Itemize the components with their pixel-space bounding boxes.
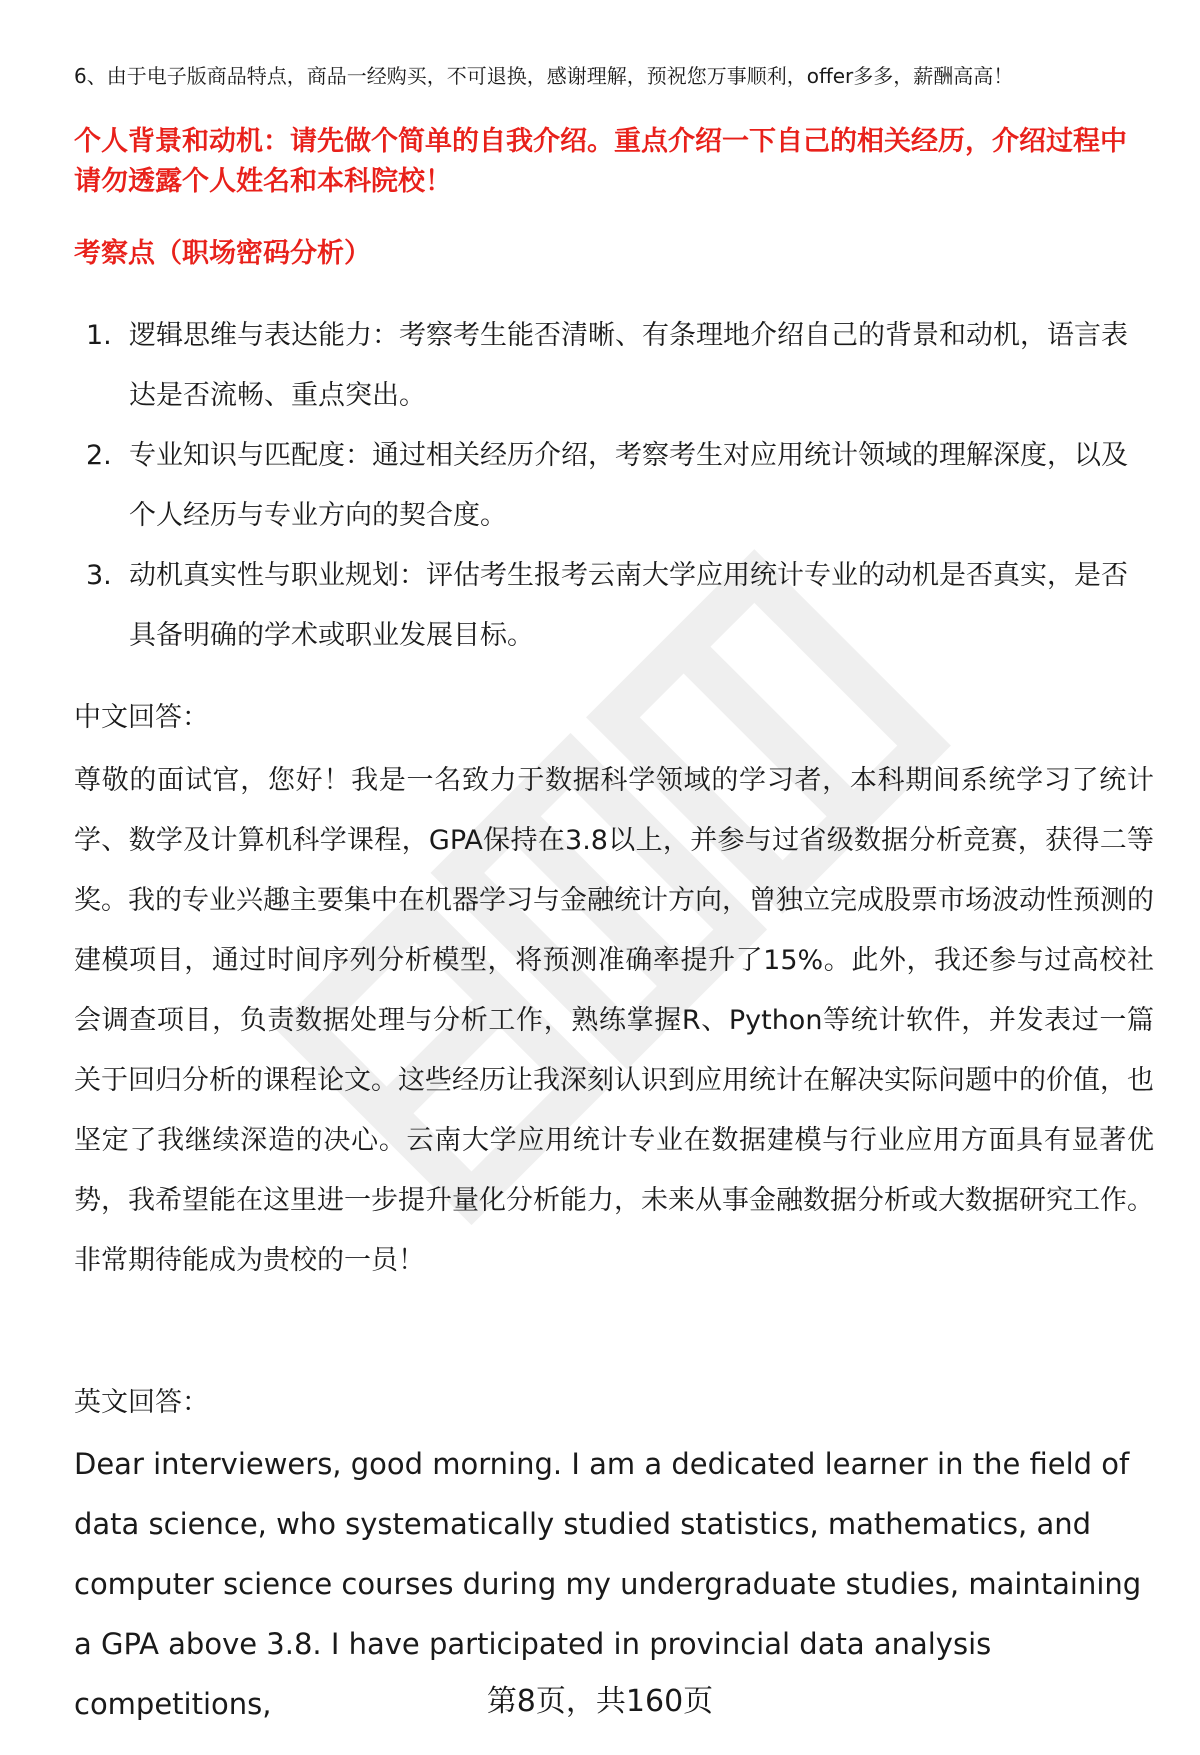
examine-points-list (74, 306, 1134, 666)
purchase-notice: 6、由于电子版商品特点，商品一经购买，不可退换，感谢理解，预祝您万事顺利，offer多多，薪酬高高！ (74, 64, 1014, 88)
list-item-text: 逻辑思维与表达能力：考察考生能否清晰、有条理地介绍自己的背景和动机，语言表达是否流畅、重点突出。 (129, 320, 1128, 411)
page-number: 第8页，共160页 (486, 1684, 714, 1719)
list-item (74, 306, 1134, 426)
chinese-answer-text: 尊敬的面试官，您好！我是一名致力于数据科学领域的学习者，本科期间系统学习了统计学、数学及计算机科学课程，GPA保持在3.8以上，并参与过省级数据分析竞赛，获得二等奖。我的专业兴趣主要集中在机器学习与金融统计方向，曾独立完成股票市场波动性预测的建模项目，通过时间序列分析模型，将预测准确率提升了15%。此外，我还参与过高校社会调查项目，负责数据处理与分析工作，熟练掌握R、Python等统计软件，并发表过一篇关于回归分析的课程论文。这些经历让我深刻认识到应用统计在解决实际问题中的价值，也坚定了我继续深造的决心。云南大学应用统计专业在数据建模与行业应用方面具有显著优势，我希望能在这里进一步提升量化分析能力，未来从事金融数据分析或大数据研究工作。非常期待能成为贵校的一员！ (74, 765, 1154, 1276)
list-item-number: 2. (86, 440, 112, 471)
list-item-text: 动机真实性与职业规划：评估考生报考云南大学应用统计专业的动机是否真实，是否具备明确的学术或职业发展目标。 (129, 560, 1128, 651)
list-item (74, 546, 1134, 666)
list-item-number: 3. (86, 560, 112, 591)
english-answer-label: 英文回答： (74, 1387, 209, 1418)
chinese-answer-label: 中文回答： (74, 702, 209, 733)
examine-heading: 考察点（职场密码分析） (74, 238, 371, 269)
list-item (74, 426, 1134, 546)
english-answer-text: Dear interviewers, good morning. I am a dedicated learner in the field of data science, who systematically studied statistics, mathematics, and computer science courses during my undergraduate studies, maintaining a GPA above 3.8. I have participated in provincial data analysis competitions, (74, 1447, 1142, 1721)
list-item-text: 专业知识与匹配度：通过相关经历介绍，考察考生对应用统计领域的理解深度，以及个人经历与专业方向的契合度。 (129, 440, 1128, 531)
question-heading: 个人背景和动机：请先做个简单的自我介绍。重点介绍一下自己的相关经历，介绍过程中请勿透露个人姓名和本科院校！ (74, 126, 1127, 197)
list-item-number: 1. (86, 320, 112, 351)
